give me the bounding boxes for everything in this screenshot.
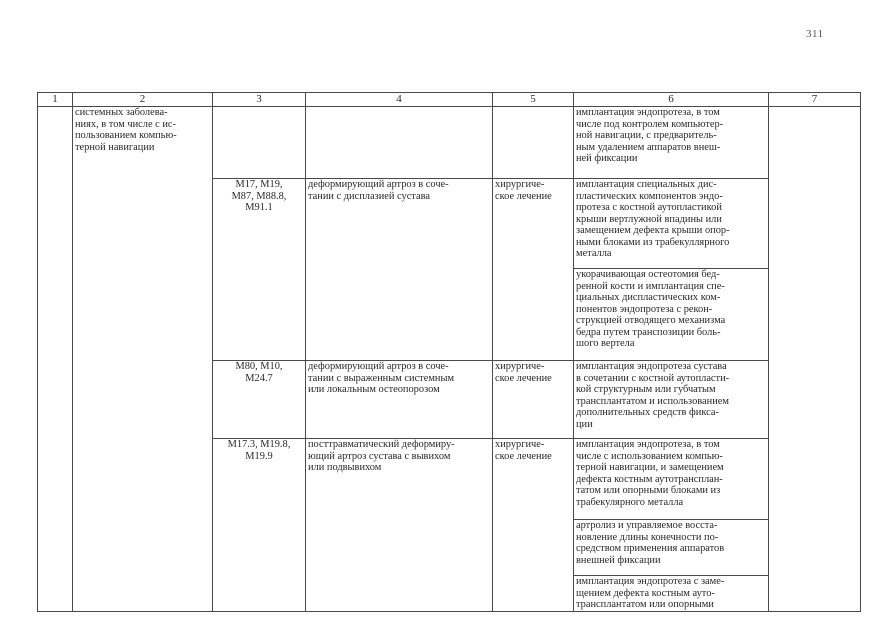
header-col-5: 5 xyxy=(493,93,574,107)
medical-care-table xyxy=(37,92,861,612)
cell-treatment-method: имплантация эндопротеза сустава в сочетании с костной аутопласти- кой структурным или губчатым трансплантатом и использованием дополнительных средств фикса- ции xyxy=(574,361,769,439)
cell-icd-codes: M80, M10, M24.7 xyxy=(213,361,306,439)
cell-icd-codes xyxy=(213,107,306,179)
header-col-1: 1 xyxy=(38,93,73,107)
cell-treatment-type: хирургиче- ское лечение xyxy=(493,361,574,439)
cell-treatment-method: укорачивающая остеотомия бед- ренной кости и имплантация спе- циальных диспластических ком- понентов эндопротеза с рекон- струкцией отводящего механизма бедра путем транспозиции боль- шого вертела xyxy=(574,269,769,361)
cell-treatment-method: имплантация эндопротеза, в том числе под контролем компьютер- ной навигации, с предваритель- ным удалением аппаратов внеш- ней фиксации xyxy=(574,107,769,179)
cell-patient-model: посттравматический деформиру- ющий артроз сустава с вывихом или подвывихом xyxy=(306,439,493,612)
cell-col-7 xyxy=(769,107,861,612)
table-row xyxy=(38,107,861,179)
cell-patient-model xyxy=(306,107,493,179)
cell-disease-profile: системных заболева- ниях, в том числе с ис- пользованием компью- терной навигации xyxy=(73,107,213,612)
header-col-7: 7 xyxy=(769,93,861,107)
cell-treatment-type xyxy=(493,107,574,179)
cell-treatment-method: имплантация специальных дис- пластических компонентов эндо- протеза с костной аутопластикой крыши вертлужной впадины или замещением дефекта крыши опор- ными блоками из трабекуллярного металла xyxy=(574,179,769,269)
cell-treatment-type: хирургиче- ское лечение xyxy=(493,179,574,361)
header-col-4: 4 xyxy=(306,93,493,107)
cell-treatment-method: имплантация эндопротеза, в том числе с использованием компью- терной навигации, и замещением дефекта костным аутотрансплан- татом или опорными блоками из трабекулярного металла xyxy=(574,439,769,520)
cell-icd-codes: M17.3, M19.8, M19.9 xyxy=(213,439,306,612)
header-col-6: 6 xyxy=(574,93,769,107)
header-col-3: 3 xyxy=(213,93,306,107)
table-body xyxy=(38,107,861,612)
cell-patient-model: деформирующий артроз в соче- тании с выраженным системным или локальным остеопорозом xyxy=(306,361,493,439)
cell-icd-codes: M17, M19, M87, M88.8, M91.1 xyxy=(213,179,306,361)
page-number: 311 xyxy=(806,28,824,40)
cell-treatment-type: хирургиче- ское лечение xyxy=(493,439,574,612)
cell-treatment-method: артролиз и управляемое восста- новление длины конечности по- средством применения аппаратов внешней фиксации xyxy=(574,520,769,576)
header-row xyxy=(38,93,861,107)
cell-col-1 xyxy=(38,107,73,612)
cell-treatment-method: имплантация эндопротеза с заме- щением дефекта костным ауто- трансплантатом или опорными xyxy=(574,576,769,612)
cell-patient-model: деформирующий артроз в соче- тании с дисплазией сустава xyxy=(306,179,493,361)
header-col-2: 2 xyxy=(73,93,213,107)
